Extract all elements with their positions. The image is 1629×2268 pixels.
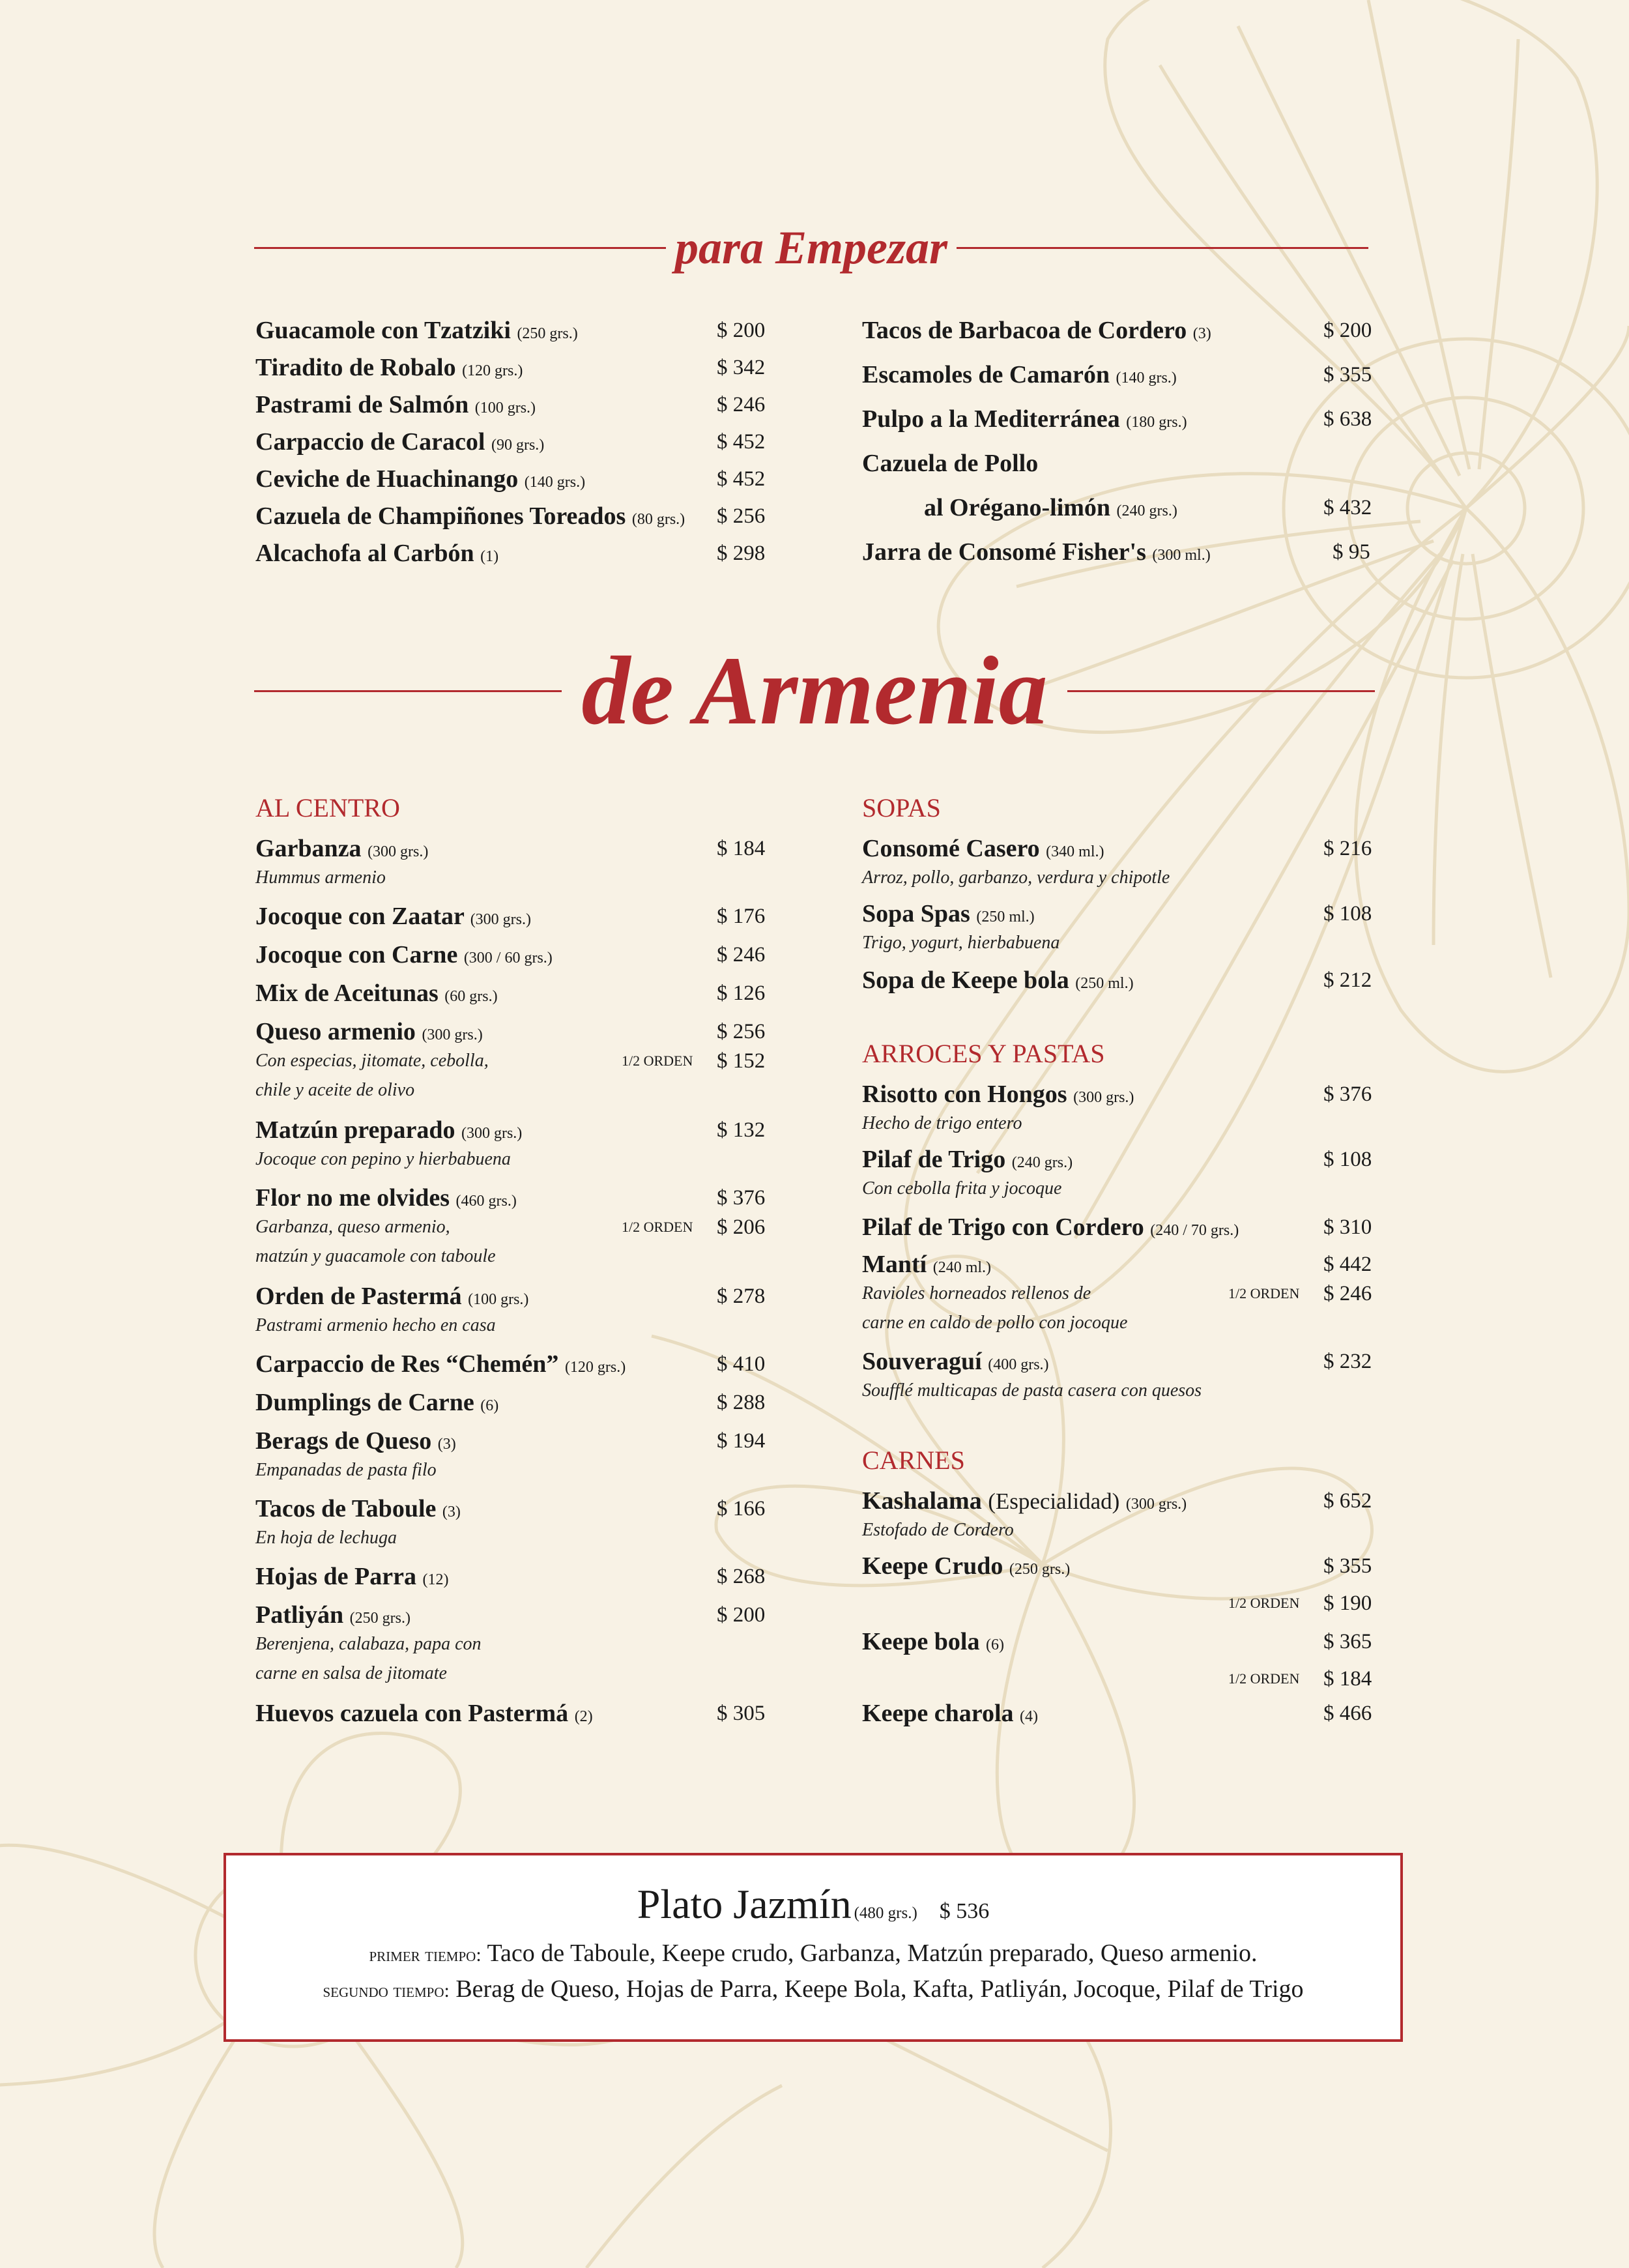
menu-item [862,403,1374,442]
item-name: Tiradito de Robalo [255,354,456,381]
item-price: $ 132 [717,1118,766,1142]
section-heading-de-armenia [254,639,1375,743]
item-name: Sopa de Keepe bola [862,967,1069,994]
item-price: $ 166 [717,1497,766,1520]
item-price: $ 355 [1323,1554,1372,1578]
item-name: Patliyán [255,1601,344,1629]
item-quantity: (340 ml.) [1046,843,1104,860]
item-description: Berenjena, calabaza, papa con [255,1634,482,1654]
item-name: Tacos de Barbacoa de Cordero [862,317,1187,344]
item-price: $ 298 [717,542,766,565]
menu-item [862,491,1374,531]
menu-item [255,463,767,502]
item-price: $ 305 [717,1702,766,1725]
jazmin-segundo-tiempo [226,1973,1400,2007]
item-name: Pastrami de Salmón [255,391,469,418]
item-name: al Orégano-limón [924,494,1111,521]
half-order-label: 1/2 ORDEN [622,1219,693,1235]
item-name: Jarra de Consomé Fisher's [862,538,1146,566]
item-name: Queso armenio [255,1018,416,1045]
item-quantity: (120 grs.) [462,362,523,379]
item-price: $ 200 [1323,319,1372,342]
item-quantity: (12) [422,1571,449,1588]
menu-item [862,1625,1374,1665]
half-order-price: $ 206 [717,1215,766,1239]
item-description: Con especias, jitomate, cebolla, [255,1051,489,1071]
item-name: Orden de Pastermá [255,1283,462,1310]
item-name: Keepe Crudo [862,1552,1003,1580]
jazmin-primer-text: Taco de Taboule, Keepe crudo, Garbanza, Matzún preparado, Queso armenio. [487,1940,1258,1967]
menu-item [862,1697,1374,1736]
item-price: $ 256 [717,504,766,528]
item-name: Mix de Aceitunas [255,980,439,1007]
item-price: $ 95 [1333,540,1370,564]
item-name: Mantí [862,1251,927,1278]
item-quantity: (240 / 70 grs.) [1150,1222,1239,1239]
menu-item [255,1386,767,1425]
heading-title: de Armenia [581,637,1048,745]
item-price: $ 310 [1323,1215,1372,1239]
heading-title: para Empezar [674,221,948,274]
menu-item [255,977,767,1016]
item-quantity: (400 grs.) [988,1356,1049,1373]
item-name: Carpaccio de Res “Chemén” [255,1350,559,1378]
item-price: $ 200 [717,319,766,342]
item-name: Kashalama [862,1487,982,1515]
item-price: $ 432 [1323,496,1372,519]
section-heading-para-empezar [254,215,1368,280]
heading-rule-right [957,247,1368,249]
item-name: Pilaf de Trigo [862,1146,1006,1173]
item-description: Trigo, yogurt, hierbabuena [862,933,1060,953]
item-name: Keepe bola [862,1628,980,1655]
item-quantity: (250 ml.) [1075,975,1134,992]
item-quantity: (1) [480,548,499,565]
item-name: Cazuela de Champiñones Toreados [255,502,626,530]
item-price: $ 376 [717,1186,766,1210]
category-label-carnes: CARNES [862,1446,965,1475]
item-price: $ 108 [1323,902,1372,925]
item-name: Flor no me olvides [255,1184,450,1212]
menu-item [255,537,767,576]
item-description: Hecho de trigo entero [862,1113,1022,1133]
jazmin-segundo-label: segundo tiempo: [323,1980,450,2001]
menu-item [862,314,1374,353]
menu-item [862,536,1374,575]
item-price: $ 256 [717,1020,766,1043]
item-name: Jocoque con Zaatar [255,903,465,930]
item-name: Ceviche de Huachinango [255,465,519,493]
menu-item [862,358,1374,398]
item-quantity: (300 / 60 grs.) [463,950,553,967]
item-price: $ 212 [1323,968,1372,992]
item-description: matzún y guacamole con taboule [255,1246,496,1266]
item-quantity: (4) [1020,1708,1039,1725]
item-name: Huevos cazuela con Pastermá [255,1700,569,1727]
item-description: Empanadas de pasta filo [255,1460,437,1480]
item-quantity: (300 grs.) [1073,1089,1134,1106]
item-quantity: (100 grs.) [474,400,536,416]
item-quantity: (2) [574,1708,593,1725]
item-price: $ 410 [717,1352,766,1376]
item-description: chile y aceite de olivo [255,1080,415,1100]
item-quantity: (300 grs.) [461,1125,523,1142]
category-label-arroces-y-pastas: ARROCES Y PASTAS [862,1039,1105,1068]
item-price: $ 466 [1323,1702,1372,1725]
item-name: Hojas de Parra [255,1563,416,1590]
item-name: Consomé Casero [862,835,1040,862]
item-quantity: (140 grs.) [524,474,586,491]
item-quantity: (250 grs.) [517,325,578,342]
half-order-price: $ 246 [1323,1282,1372,1305]
item-quantity: (300 grs.) [1125,1496,1187,1513]
item-price: $ 126 [717,981,766,1005]
item-description: Garbanza, queso armenio, [255,1217,450,1237]
heading-rule-left [254,247,666,249]
jazmin-primer-label: primer tiempo: [369,1944,482,1966]
item-quantity: (60 grs.) [444,988,498,1005]
item-price: $ 288 [717,1391,766,1414]
menu-item [862,1550,1374,1589]
item-name: Jocoque con Carne [255,941,458,968]
menu-item [255,314,767,353]
heading-rule-right [1067,690,1375,692]
item-name: Tacos de Taboule [255,1495,437,1522]
plato-jazmin-box [223,1853,1403,2042]
category-label-al-centro: AL CENTRO [255,793,400,822]
half-order-price: $ 152 [717,1049,766,1073]
menu-item [862,447,1374,486]
item-price: $ 452 [717,467,766,491]
item-price: $ 194 [717,1429,766,1453]
item-price: $ 216 [1323,837,1372,860]
item-name: Risotto con Hongos [862,1081,1067,1108]
item-price: $ 355 [1323,363,1372,386]
item-quantity: (250 ml.) [976,909,1035,925]
menu-item [255,1697,767,1736]
item-note: (Especialidad) [988,1489,1120,1514]
jazmin-primer-tiempo [226,1937,1400,1971]
category-label-sopas: SOPAS [862,793,941,822]
item-quantity: (300 grs.) [470,911,532,928]
menu-item [255,938,767,978]
item-name: Souveraguí [862,1348,982,1375]
menu-item [862,1211,1374,1250]
menu-item [255,900,767,939]
item-name: Berags de Queso [255,1427,432,1455]
item-quantity: (250 grs.) [1009,1561,1071,1578]
item-price: $ 246 [717,393,766,416]
item-quantity: (3) [1192,325,1211,342]
item-quantity: (3) [442,1504,461,1520]
item-quantity: (90 grs.) [491,437,545,454]
item-name: Dumplings de Carne [255,1389,474,1416]
item-description: Pastrami armenio hecho en casa [255,1315,496,1335]
item-description: Con cebolla frita y jocoque [862,1178,1062,1199]
item-price: $ 278 [717,1285,766,1308]
half-order-label: 1/2 ORDEN [1228,1595,1300,1611]
item-name: Cazuela de Pollo [862,450,1039,477]
menu-item [255,1560,767,1599]
item-price: $ 376 [1323,1083,1372,1106]
item-price: $ 200 [717,1603,766,1627]
half-order-label: 1/2 ORDEN [1228,1670,1300,1687]
item-quantity: (240 ml.) [932,1259,992,1276]
item-quantity: (300 grs.) [422,1026,483,1043]
item-quantity: (100 grs.) [468,1291,529,1308]
item-name: Guacamole con Tzatziki [255,317,511,344]
plato-jazmin-title [226,1882,1400,1938]
item-description: En hoja de lechuga [255,1528,397,1548]
item-price: $ 342 [717,356,766,379]
half-order-label: 1/2 ORDEN [622,1053,693,1069]
item-quantity: (300 grs.) [368,843,429,860]
heading-rule-left [254,690,562,692]
item-description: Jocoque con pepino y hierbabuena [255,1149,511,1169]
item-quantity: (80 grs.) [631,511,685,528]
item-price: $ 652 [1323,1489,1372,1513]
item-description: Hummus armenio [255,867,386,888]
item-quantity: (250 grs.) [349,1610,411,1627]
item-name: Matzún preparado [255,1116,455,1144]
item-quantity: (180 grs.) [1126,414,1187,431]
jazmin-price: $ 536 [939,1899,990,1923]
item-quantity: (300 ml.) [1152,547,1211,564]
item-description: Soufflé multicapas de pasta casera con quesos [862,1380,1202,1401]
item-description: Ravioles horneados rellenos de [862,1283,1091,1303]
jazmin-name: Plato Jazmín [637,1881,852,1927]
item-name: Carpaccio de Caracol [255,428,485,456]
item-price: $ 176 [717,905,766,928]
item-name: Pulpo a la Mediterránea [862,405,1120,433]
jazmin-segundo-text: Berag de Queso, Hojas de Parra, Keepe Bola, Kafta, Patliyán, Jocoque, Pilaf de Trigo [455,1975,1304,2003]
half-order-label: 1/2 ORDEN [1228,1285,1300,1301]
menu-item [255,500,767,539]
half-order-price: $ 184 [1323,1667,1372,1691]
item-description: Arroz, pollo, garbanzo, verdura y chipotle [862,867,1170,888]
item-quantity: (460 grs.) [455,1193,517,1210]
item-quantity: (140 grs.) [1116,370,1177,386]
item-name: Pilaf de Trigo con Cordero [862,1214,1144,1241]
item-price: $ 108 [1323,1148,1372,1171]
jazmin-quantity: (480 grs.) [854,1904,917,1922]
item-name: Escamoles de Camarón [862,361,1110,388]
item-name: Alcachofa al Carbón [255,540,474,567]
item-price: $ 184 [717,837,766,860]
item-price: $ 232 [1323,1350,1372,1373]
item-quantity: (6) [985,1636,1004,1653]
item-description: carne en caldo de pollo con jocoque [862,1313,1128,1333]
item-description: Estofado de Cordero [862,1520,1014,1540]
item-quantity: (120 grs.) [564,1359,626,1376]
item-description: carne en salsa de jitomate [255,1663,447,1683]
item-name: Sopa Spas [862,900,970,927]
half-order-price: $ 190 [1323,1592,1372,1615]
menu-item [255,388,767,428]
item-name: Keepe charola [862,1700,1014,1727]
item-name: Garbanza [255,835,362,862]
menu-item [255,351,767,390]
item-quantity: (3) [437,1436,456,1453]
menu-item [255,426,767,465]
item-quantity: (240 grs.) [1011,1154,1073,1171]
item-price: $ 246 [717,943,766,967]
item-price: $ 638 [1323,407,1372,431]
item-price: $ 268 [717,1565,766,1588]
menu-item [255,1348,767,1387]
item-quantity: (6) [480,1397,499,1414]
item-quantity: (240 grs.) [1116,502,1177,519]
item-price: $ 452 [717,430,766,454]
menu-item [862,964,1374,1003]
item-price: $ 365 [1323,1630,1372,1653]
item-price: $ 442 [1323,1253,1372,1276]
